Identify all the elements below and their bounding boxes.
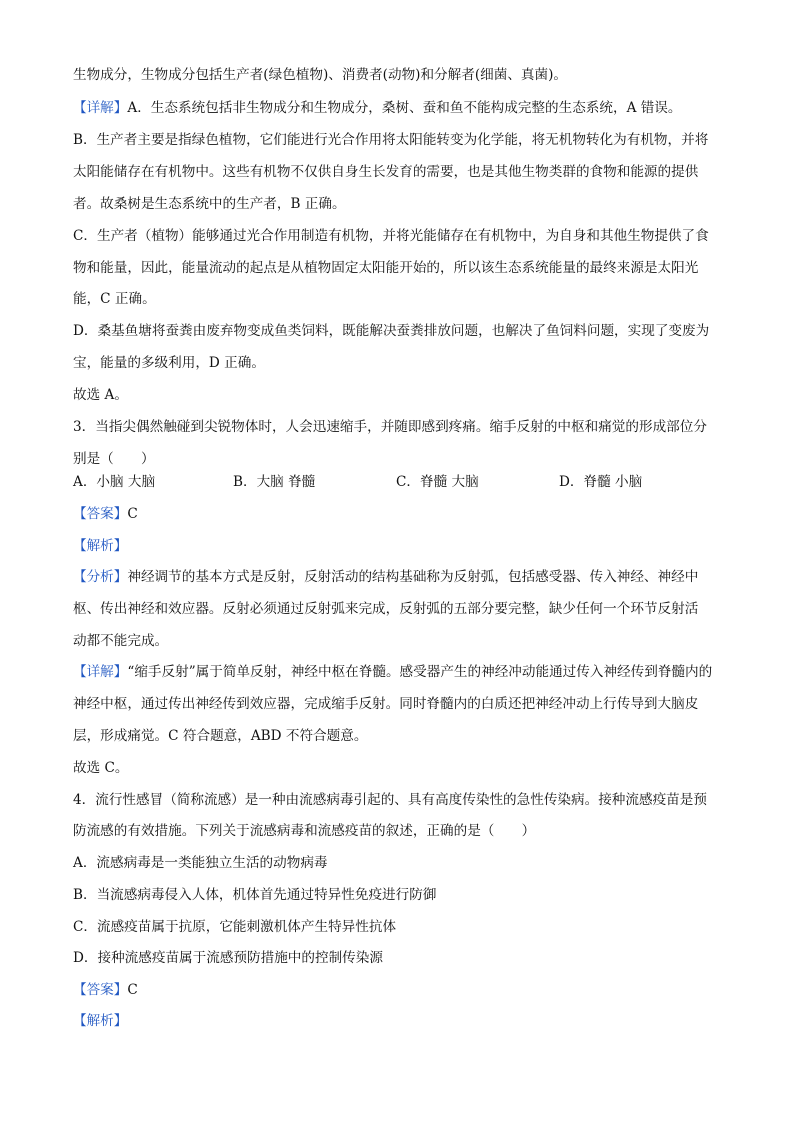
text-line: 故选 C。 [73,760,129,776]
q3-option-d: D．脊髓 小脑 [559,474,643,490]
question-4-stem: 4．流行性感冒（简称流感）是一种由流感病毒引起的、具有高度传染性的急性传染病。接种流感疫苗是预 [73,792,707,808]
text-line: C．生产者（植物）能够通过光合作用制造有机物，并将光能储存在有机物中，为自身和其他生物提供了食 [73,228,709,244]
q4-option-d: D．接种流感疫苗属于流感预防措施中的控制传染源 [73,950,383,966]
q4-option-a: A．流感病毒是一类能独立生活的动物病毒 [73,855,328,871]
text-line: 层，形成痛觉。C 符合题意，ABD 不符合题意。 [73,728,368,744]
q3-option-b: B．大脑 脊髓 [233,474,316,490]
question-3-stem: 别是（ ） [73,451,155,467]
answer-line: 【答案】C [73,982,138,998]
text-line: 生物成分，生物成分包括生产者(绿色植物)、消费者(动物)和分解者(细菌、真菌)。 [73,67,568,83]
text-line: 者。故桑树是生态系统中的生产者，B 正确。 [73,196,346,212]
analysis-tag: 【解析】 [73,1013,128,1029]
text-line: 【详解】“缩手反射”属于简单反射，神经中枢在脊髓。感受器产生的神经冲动能通过传入神经传到脊髓内的 [73,664,713,680]
text-line: 太阳能储存在有机物中。这些有机物不仅供自身生长发育的需要，也是其他生物类群的食物和能源的提供 [73,164,699,180]
question-4-stem: 防流感的有效措施。下列关于流感病毒和流感疫苗的叙述，正确的是（ ） [73,823,536,839]
text-line: 神经中枢，通过传出神经传到效应器，完成缩手反射。同时脊髓内的白质还把神经冲动上行传导到大脑皮 [73,696,699,712]
text-line: 枢、传出神经和效应器。反射必须通过反射弧来完成，反射弧的五部分要完整，缺少任何一个环节反射活 [73,601,699,617]
answer-line: 【答案】C [73,506,138,522]
answer-tag: 【答案】 [73,506,128,522]
analysis-tag: 【解析】 [73,538,128,554]
analysis-heading [73,1012,723,1030]
section-tag: 【详解】 [73,100,128,116]
section-tag: 【分析】 [73,569,128,585]
text-line: 动都不能完成。 [73,633,169,649]
question-3-stem: 3．当指尖偶然触碰到尖锐物体时，人会迅速缩手，并随即感到疼痛。缩手反射的中枢和痛觉的形成部位分 [73,419,707,435]
text-line: 宝，能量的多级利用，D 正确。 [73,355,265,371]
q3-option-a: A．小脑 大脑 [73,474,156,490]
text-line: D．桑基鱼塘将蚕粪由废弃物变成鱼类饲料，既能解决蚕粪排放问题，也解决了鱼饲料问题，实现了变废为 [73,323,710,339]
text-line: 物和能量，因此，能量流动的起点是从植物固定太阳能开始的，所以该生态系统能量的最终来源是太阳光 [73,260,699,276]
text-line: 【详解】A．生态系统包括非生物成分和生物成分，桑树、蚕和鱼不能构成完整的生态系统，A 错误。 [73,100,682,116]
section-tag: 【详解】 [73,664,128,680]
text-line: 故选 A。 [73,387,128,403]
analysis-heading [73,537,723,555]
text-line: 能，C 正确。 [73,291,156,307]
q4-option-c: C．流感疫苗属于抗原，它能刺激机体产生特异性抗体 [73,919,397,935]
text-line: 【分析】神经调节的基本方式是反射，反射活动的结构基础称为反射弧，包括感受器、传入神经、神经中 [73,569,699,585]
q3-option-c: C．脊髓 大脑 [396,474,479,490]
text-line: B．生产者主要是指绿色植物，它们能进行光合作用将太阳能转变为化学能，将无机物转化为有机物，并将 [73,132,709,148]
answer-tag: 【答案】 [73,982,128,998]
q4-option-b: B．当流感病毒侵入人体，机体首先通过特异性免疫进行防御 [73,887,437,903]
